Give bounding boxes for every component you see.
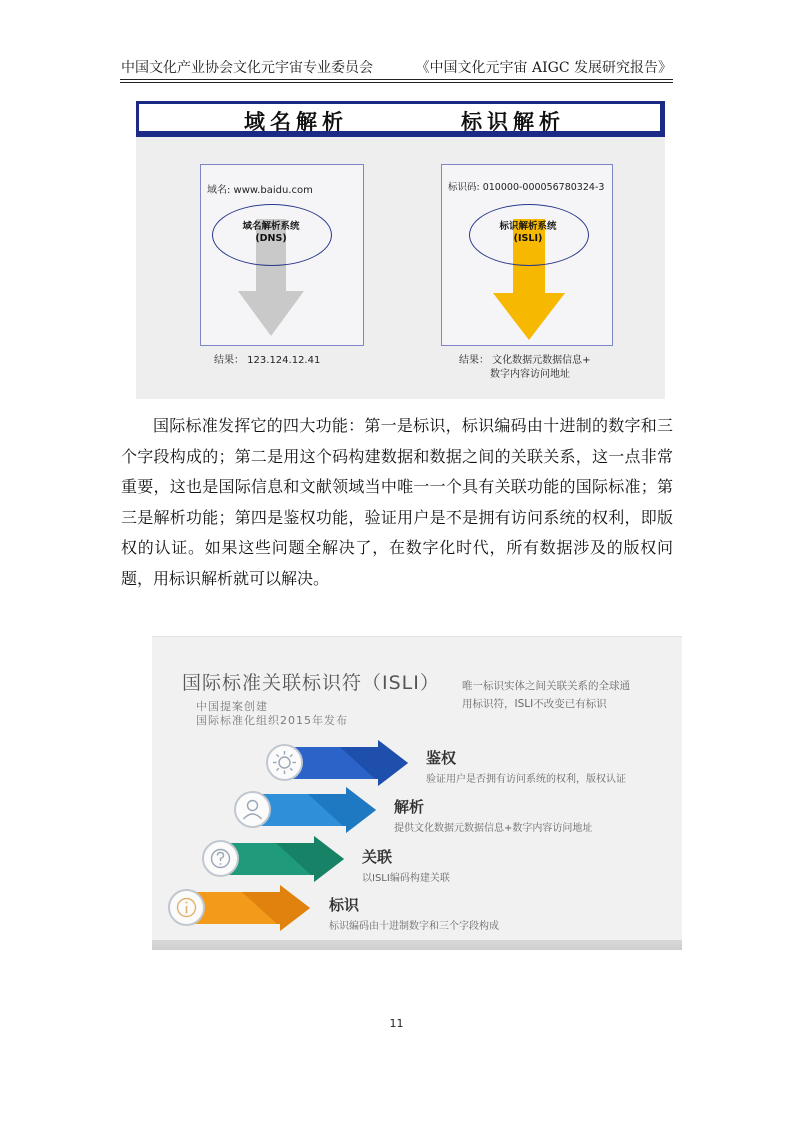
- isli-system-name: 标识解析系统: [499, 221, 557, 232]
- figure-dns-vs-isli: [136, 101, 665, 399]
- dns-system-name: 域名解析系统: [242, 221, 300, 232]
- figure1-banner: [136, 101, 665, 137]
- isli-system-label: [469, 221, 587, 245]
- item-authentication-title: 鉴权: [426, 749, 457, 767]
- figure2-desc1: 唯一标识实体之间关联关系的全球通: [462, 680, 630, 692]
- item-association-desc: 以ISLI编码构建关联: [362, 873, 450, 884]
- dns-system-label: [212, 221, 330, 245]
- figure2-subtitle2: 国际标准化组织2015年发布: [196, 714, 348, 727]
- isli-system-abbr: (ISLI): [513, 233, 543, 244]
- isli-result-line1: 结果： 文化数据元数据信息+: [459, 355, 591, 366]
- domain-label: 域名: www.baidu.com: [207, 185, 313, 196]
- header-left: 中国文化产业协会文化元宇宙专业委员会: [121, 60, 373, 76]
- header-right: 《中国文化元宇宙 AIGC 发展研究报告》: [415, 60, 672, 76]
- figure2-desc2: 用标识符，ISLI不改变已有标识: [462, 698, 607, 710]
- page-number: 11: [389, 1017, 404, 1030]
- user-icon: [234, 791, 271, 828]
- identifier-code-label: 标识码: 010000-000056780324-3: [448, 182, 605, 193]
- question-icon: [202, 840, 239, 877]
- info-icon: [168, 889, 205, 926]
- dns-result: 结果： 123.124.12.41: [214, 355, 321, 366]
- banner-title-identifier: 标识解析: [461, 110, 565, 134]
- body-paragraph: [121, 411, 673, 594]
- item-resolution-desc: 提供文化数据元数据信息+数字内容访问地址: [394, 823, 593, 834]
- isli-result-line2: 数字内容访问地址: [490, 369, 570, 380]
- figure-isli-functions: [152, 636, 682, 950]
- item-authentication-desc: 验证用户是否拥有访问系统的权利，版权认证: [426, 774, 626, 785]
- banner-title-domain: 域名解析: [244, 110, 348, 134]
- header-rule-thin: [120, 82, 673, 83]
- item-resolution-title: 解析: [394, 798, 425, 816]
- figure1-banner-inner: [139, 104, 660, 134]
- dns-system-abbr: (DNS): [255, 233, 287, 244]
- sun-icon: [266, 744, 303, 781]
- figure2-bottom-strip: [152, 940, 682, 950]
- figure2-title: 国际标准关联标识符（ISLI）: [182, 672, 440, 694]
- item-identification-desc: 标识编码由十进制数字和三个字段构成: [329, 921, 499, 932]
- item-association-title: 关联: [362, 848, 393, 866]
- item-identification-title: 标识: [329, 896, 360, 914]
- paragraph-text: 国际标准发挥它的四大功能：第一是标识，标识编码由十进制的数字和三个字段构成的；第二是用这个码构建数据和数据之间的关联关系，这一点非常重要，这也是国际信息和文献领域当中唯一一个具有关联功能的国际标准；第三是解析功能；第四是鉴权功能，验证用户是不是拥有访问系统的权利，即版权的认证。如果这些问题全解决了，在数字化时代，所有数据涉及的版权问题，用标识解析就可以解决。: [121, 416, 673, 588]
- figure2-subtitle1: 中国提案创建: [196, 700, 268, 713]
- header-rule: [120, 79, 673, 80]
